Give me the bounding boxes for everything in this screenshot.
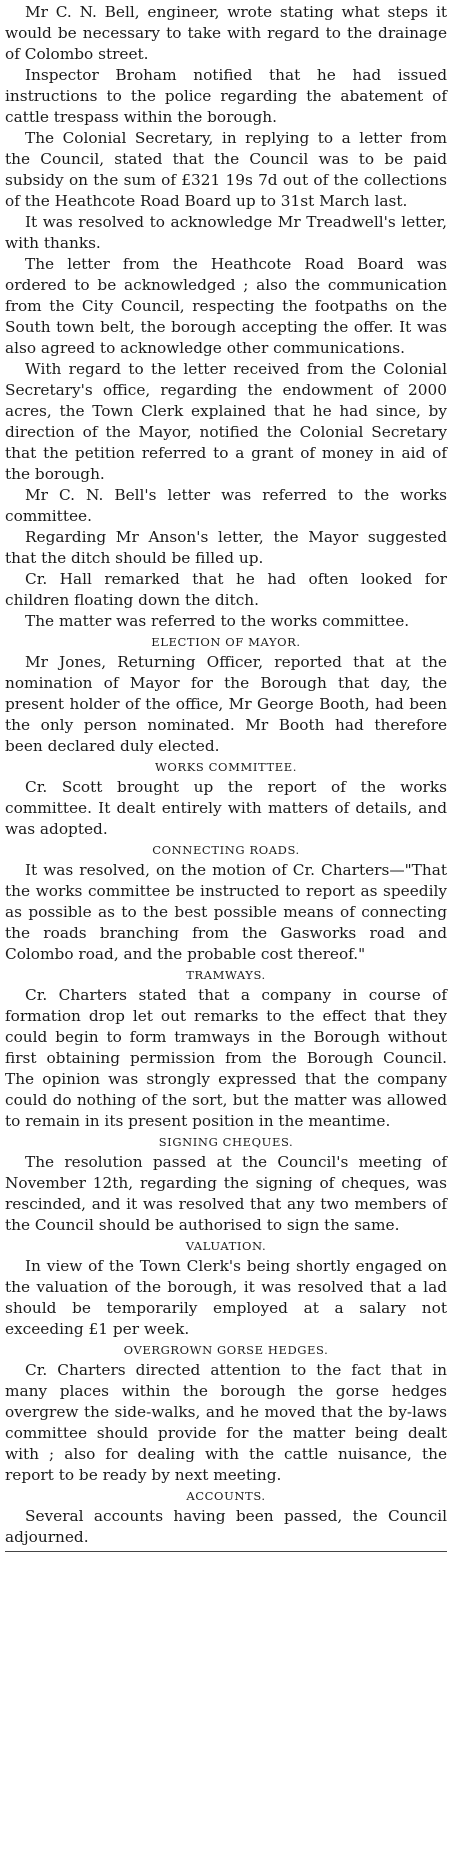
paragraph-accounts: Several accounts having been passed, the Council adjourned. [5, 1507, 447, 1546]
paragraph-gorse-hedges: Cr. Charters directed attention to the fact that in many places within the borough the gorse hedges overgrew the side-walks, and he moved that the by-laws committee should provide for the matter being dealt with ; also for dealing with the cattle nuisance, the report to be ready by next meeting. [5, 1361, 447, 1484]
paragraph-road-board-letter: The letter from the Heathcote Road Board was ordered to be acknowledged ; also the communication from the City Council, respecting the footpaths on the South town belt, the borough accepting the offer. It was also agreed to acknowledge other communications. [5, 255, 447, 357]
section-heading-tramways: TRAMWAYS. [186, 968, 266, 982]
paragraph-works-committee: Cr. Scott brought up the report of the works committee. It dealt entirely with matters of details, and was adopted. [5, 778, 447, 838]
paragraph-connecting-roads: It was resolved, on the motion of Cr. Charters—"That the works committee be instructed to report as speedily as possible as to the best possible means of connecting the roads branching from the Gasworks road and Colombo road, and the probable cost thereof." [5, 861, 447, 963]
paragraph-signing-cheques: The resolution passed at the Council's meeting of November 12th, regarding the signing of cheques, was rescinded, and it was resolved that any two members of the Council should be authorised to sign the same. [5, 1153, 447, 1234]
section-heading-valuation: VALUATION. [185, 1239, 267, 1253]
paragraph-bell-referred: Mr C. N. Bell's letter was referred to the works committee. [5, 486, 447, 525]
paragraph-hall-remark: Cr. Hall remarked that he had often looked for children floating down the ditch. [5, 570, 447, 609]
paragraph-anson-ditch: Regarding Mr Anson's letter, the Mayor suggested that the ditch should be filled up. [5, 528, 447, 567]
section-heading-accounts: ACCOUNTS. [186, 1489, 266, 1503]
paragraph-valuation: In view of the Town Clerk's being shortly engaged on the valuation of the borough, it was resolved that a lad should be temporarily employed at a salary not exceeding £1 per week. [5, 1257, 447, 1338]
column-end-rule [5, 1551, 447, 1552]
section-heading-mayor: ELECTION OF MAYOR. [151, 635, 301, 649]
paragraph-colonial-subsidy: The Colonial Secretary, in replying to a letter from the Council, stated that the Council was to be paid subsidy on the sum of £321 19s 7d out of the collections of the Heathcote Road Board up to 31st March last. [5, 129, 447, 210]
paragraph-tramways: Cr. Charters stated that a company in course of formation drop let out remarks to the effect that they could begin to form tramways in the Borough without first obtaining permission from the Borough Council. The opinion was strongly expressed that the company could do nothing of the sort, but the matter was allowed to remain in its present position in the meantime. [5, 986, 447, 1130]
paragraph-bell-drainage: Mr C. N. Bell, engineer, wrote stating what steps it would be necessary to take with regard to the drainage of Colombo street. [5, 3, 447, 63]
section-heading-works: WORKS COMMITTEE. [155, 760, 297, 774]
section-heading-gorse: OVERGROWN GORSE HEDGES. [123, 1343, 329, 1357]
paragraph-broham-trespass: Inspector Broham notified that he had issued instructions to the police regarding the abatement of cattle trespass within the borough. [5, 66, 447, 126]
paragraph-ditch-referred: The matter was referred to the works committee. [25, 612, 410, 630]
paragraph-mayor-election: Mr Jones, Returning Officer, reported that at the nomination of Mayor for the Borough that day, the present holder of the office, Mr George Booth, had been the only person nominated. Mr Booth had therefore been declared duly elected. [5, 653, 447, 755]
paragraph-endowment: With regard to the letter received from the Colonial Secretary's office, regarding the endowment of 2000 acres, the Town Clerk explained that he had since, by direction of the Mayor, notified the Colonial Secretary that the petition referred to a grant of money in aid of the borough. [5, 360, 447, 483]
paragraph-treadwell-letter: It was resolved to acknowledge Mr Treadwell's letter, with thanks. [5, 213, 447, 252]
section-heading-roads: CONNECTING ROADS. [152, 843, 300, 857]
section-heading-cheques: SIGNING CHEQUES. [158, 1135, 294, 1149]
